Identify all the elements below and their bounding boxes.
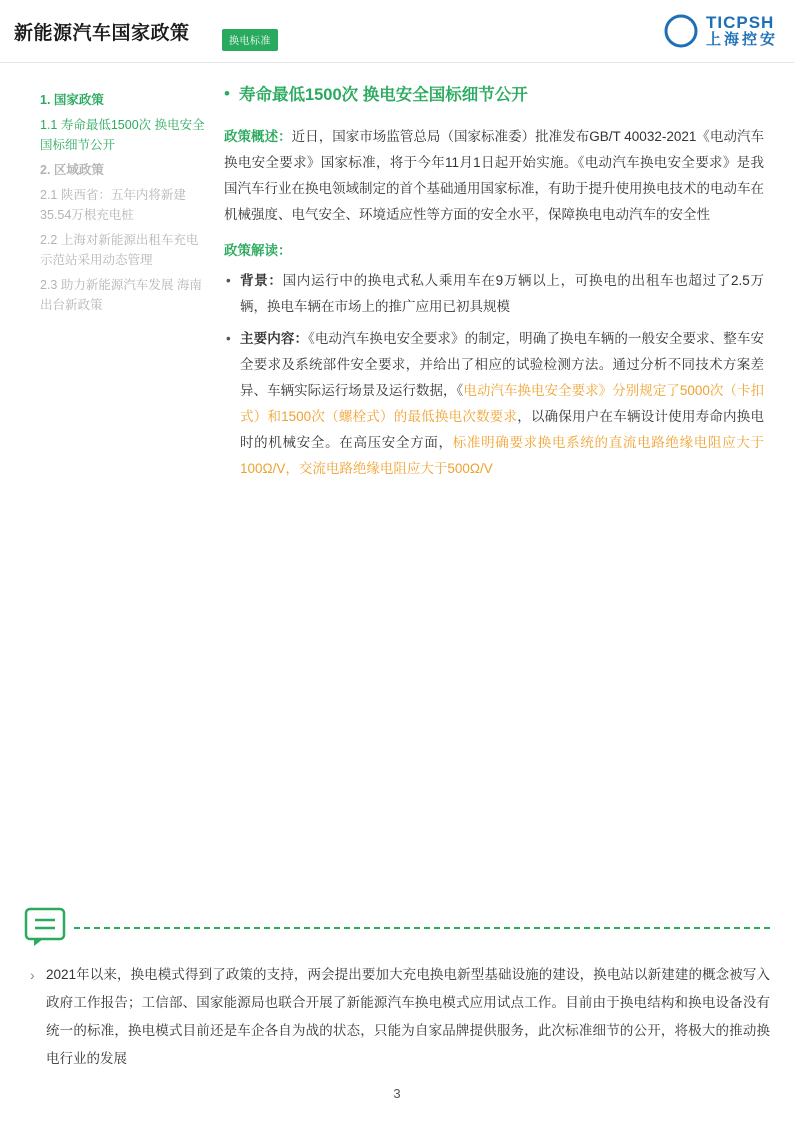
list-item xyxy=(224,326,764,482)
page-number: 3 xyxy=(393,1086,401,1101)
policy-overview-label: 政策概述： xyxy=(224,129,292,144)
toc-item-1-1[interactable]: 1.1 寿命最低1500次 换电安全国标细节公开 xyxy=(40,118,205,152)
list-item xyxy=(224,268,764,320)
point-content-highlight-2: 标准明确要求换电系统的直流电路绝缘电阻应大于100Ω/V，交流电路绝缘电阻应大于500Ω/V xyxy=(240,435,765,476)
page-header xyxy=(0,0,794,63)
heading-bullet-icon: • xyxy=(224,84,230,103)
policy-interpretation-label: 政策解读： xyxy=(224,243,292,258)
point-background-label: 背景： xyxy=(240,273,283,288)
comment-icon xyxy=(24,907,68,947)
toc-item-1[interactable]: 1. 国家政策 xyxy=(40,93,104,107)
point-content-label: 主要内容： xyxy=(240,331,309,346)
logo-text-secondary: 上海控安 xyxy=(705,31,778,49)
table-of-contents xyxy=(40,90,210,320)
policy-points-list xyxy=(224,268,764,482)
status-badge: 换电标准 xyxy=(222,29,278,51)
policy-overview-text: 近日，国家市场监管总局（国家标准委）批准发布GB/T 40032-2021《电动汽车换电安全要求》国家标准，将于今年11月1日起开始实施。《电动汽车换电安全要求》是我国汽车行业在换电领域制定的首个基础通用国家标准，有助于提升使用换电技术的电动车在机械强度、电气安全、环境适应性等方面的安全水平，保障换电电动汽车的安全性 xyxy=(224,129,764,222)
note-text: › 2021年以来，换电模式得到了政策的支持，两会提出要加大充电换电新型基础设施的建设，换电站以新建建的概念被写入政府工作报告；工信部、国家能源局也联合开展了新能源汽车换电模式应用试点工作。目前由于换电结构和换电设备没有统一的标准，换电模式目前还是车企各自为战的状态，只能为自家品牌提供服务，此次标准细节的公开，将极大的推动换电行业的发展 xyxy=(24,961,770,1073)
logo-mark-icon xyxy=(664,14,698,48)
article-heading xyxy=(224,84,764,106)
note-divider xyxy=(74,927,770,929)
logo xyxy=(664,14,778,48)
toc-item-2-1[interactable]: 2.1 陕西省：五年内将新建35.54万根充电桩 xyxy=(40,188,186,222)
toc-item-2-3[interactable]: 2.3 助力新能源汽车发展 海南出台新政策 xyxy=(40,278,202,312)
policy-overview-paragraph xyxy=(224,124,764,228)
note-header xyxy=(24,905,770,949)
point-content-text-2: ，以确保用户在车辆设计使用寿命内换电时的机械安全。在高压安全方面， xyxy=(240,409,764,450)
point-background-text: 国内运行中的换电式私人乘用车在9万辆以上，可换电的出租车也超过了2.5万辆，换电车辆在市场上的推广应用已初具规模 xyxy=(240,273,765,314)
point-content-text-1: 《电动汽车换电安全要求》的制定，明确了换电车辆的一般安全要求、整车安全要求及系统部件安全要求，并给出了相应的试验检测方法。通过分析不同技术方案差异、车辆实际运行场景及运行数据，《 xyxy=(240,331,765,398)
toc-item-2-2[interactable]: 2.2 上海对新能源出租车充电示范站采用动态管理 xyxy=(40,233,199,267)
heading-text: 寿命最低1500次 换电安全国标细节公开 xyxy=(238,86,528,104)
logo-text-primary: TICPSH xyxy=(705,13,775,33)
main-content xyxy=(224,84,764,488)
page-title: 新能源汽车国家政策 xyxy=(14,23,190,44)
toc-item-2[interactable]: 2. 区域政策 xyxy=(40,163,104,177)
point-content-highlight-1: 电动汽车换电安全要求》分别规定了5000次（卡扣式）和1500次（螺栓式）的最低换电次数要求 xyxy=(240,383,764,424)
footer-note xyxy=(24,905,770,1073)
